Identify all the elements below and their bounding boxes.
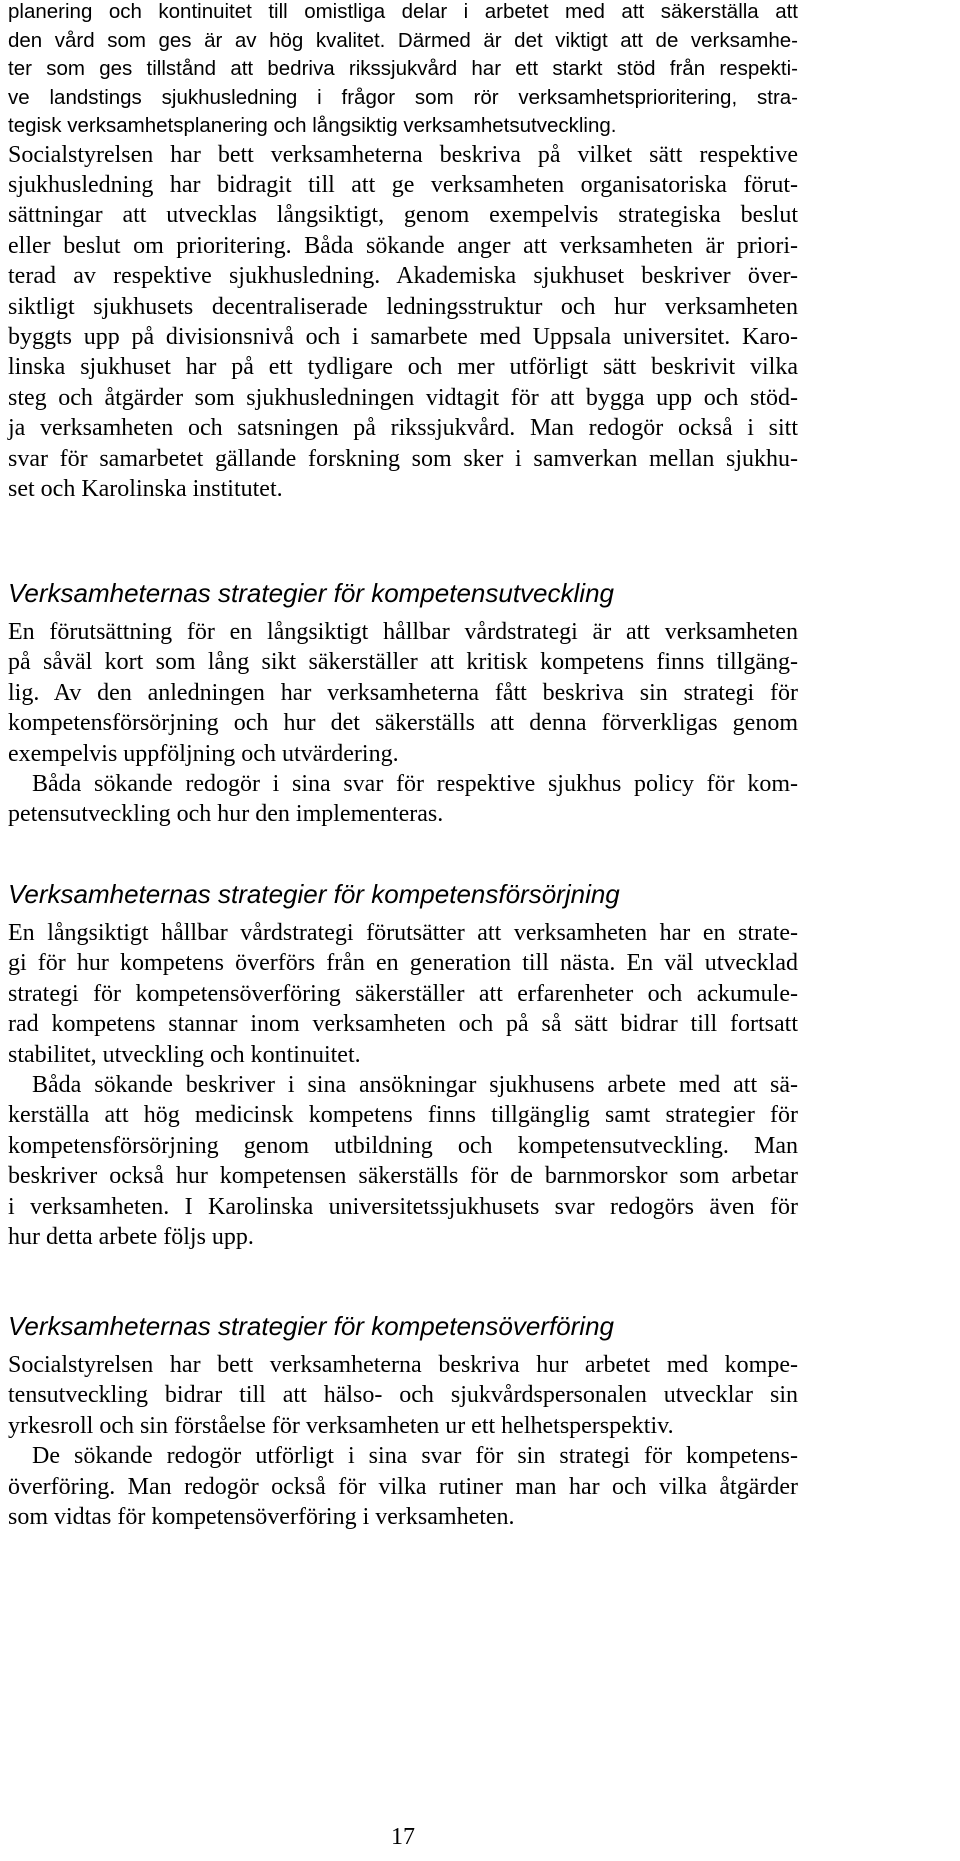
text-line: planering och kontinuitet till omistliga delar i arbetet med att säkerställa att bbox=[8, 0, 798, 23]
section-kompetensoverforing bbox=[8, 1310, 798, 1532]
text-line: Socialstyrelsen har bett verksamheterna beskriva på vilket sätt respektive bbox=[8, 141, 798, 168]
text-line: beskriver också hur kompetensen säkerställs för de barnmorskor som arbetar bbox=[8, 1163, 798, 1190]
text-line: ve landstings sjukhusledning i frågor som rör verksamhetsprioritering, stra- bbox=[8, 85, 798, 109]
paragraph bbox=[8, 1441, 798, 1532]
paragraph bbox=[8, 918, 798, 1070]
text-line: på såväl kort som lång sikt säkerställer att kritisk kompetens finns tillgäng- bbox=[8, 649, 798, 676]
section-heading: Verksamheternas strategier för kompetensöverföring bbox=[8, 1311, 614, 1341]
text-line: petensutveckling och hur den implementeras. bbox=[8, 801, 444, 828]
text-line: De sökande redogör utförligt i sina svar för sin strategi för kompetens- bbox=[32, 1443, 798, 1470]
text-line: exempelvis uppföljning och utvärdering. bbox=[8, 740, 399, 767]
intro-serif-paragraph bbox=[8, 140, 798, 505]
text-line: Båda sökande redogör i sina svar för respektive sjukhus policy för kom- bbox=[32, 771, 798, 798]
text-line: sättningar att utvecklas långsiktigt, genom exempelvis strategiska beslut bbox=[8, 202, 798, 229]
text-line: lig. Av den anledningen har verksamheterna fått beskriva sin strategi för bbox=[8, 679, 798, 706]
section-kompetensutveckling bbox=[8, 577, 798, 830]
text-line: steg och åtgärder som sjukhusledningen vidtagit för att bygga upp och stöd- bbox=[8, 384, 798, 411]
section-heading: Verksamheternas strategier för kompetensförsörjning bbox=[8, 879, 620, 909]
text-line: som vidtas för kompetensöverföring i verksamheten. bbox=[8, 1504, 515, 1531]
page-number: 17 bbox=[391, 1824, 415, 1850]
text-line: stabilitet, utveckling och kontinuitet. bbox=[8, 1041, 361, 1068]
text-line: överföring. Man redogör också för vilka rutiner man har och vilka åtgärder bbox=[8, 1473, 798, 1500]
paragraph bbox=[8, 617, 798, 769]
paragraph bbox=[8, 1350, 798, 1441]
section-heading: Verksamheternas strategier för kompetensutveckling bbox=[8, 578, 614, 608]
text-line: Socialstyrelsen har bett verksamheterna beskriva hur arbetet med kompe- bbox=[8, 1352, 798, 1378]
text-line: strategi för kompetensöverföring säkerställer att erfarenheter och ackumule- bbox=[8, 980, 798, 1007]
text-line: den vård som ges är av hög kvalitet. Därmed är det viktigt att de verksamhe- bbox=[8, 28, 798, 52]
text-line: siktligt sjukhusets decentraliserade ledningsstruktur och hur verksamheten bbox=[8, 293, 798, 320]
text-line: En förutsättning för en långsiktigt hållbar vårdstrategi är att verksamheten bbox=[8, 619, 798, 645]
text-line: gi för hur kompetens överförs från en generation till nästa. En väl utvecklad bbox=[8, 950, 798, 977]
text-line: sjukhusledning har bidragit till att ge verksamheten organisatoriska förut- bbox=[8, 171, 798, 198]
paragraph bbox=[8, 1070, 798, 1252]
text-line: terad av respektive sjukhusledning. Akademiska sjukhuset beskriver över- bbox=[8, 263, 798, 290]
text-line: linska sjukhuset har på ett tydligare och mer utförligt sätt beskrivit vilka bbox=[8, 354, 798, 381]
text-line: tegisk verksamhetsplanering och långsiktig verksamhetsutveckling. bbox=[8, 114, 617, 137]
text-line: ja verksamheten och satsningen på rikssjukvård. Man redogör också i sitt bbox=[8, 415, 798, 442]
text-line: i verksamheten. I Karolinska universitetssjukhusets svar redogörs även för bbox=[8, 1193, 798, 1220]
text-line: tensutveckling bidrar till att hälso- och sjukvårdspersonalen utvecklar sin bbox=[8, 1382, 798, 1409]
text-line: rad kompetens stannar inom verksamheten och på så sätt bidrar till fortsatt bbox=[8, 1011, 798, 1038]
text-line: byggts upp på divisionsnivå och i samarbete med Uppsala universitet. Karo- bbox=[8, 323, 798, 350]
text-line: Båda sökande beskriver i sina ansökningar sjukhusens arbete med att sä- bbox=[32, 1072, 798, 1099]
intro-sans-paragraph bbox=[8, 0, 798, 141]
text-line: yrkesroll och sin förståelse för verksamheten ur ett helhetsperspektiv. bbox=[8, 1412, 674, 1439]
text-line: kompetensförsörjning och hur det säkerställs att denna förverkligas genom bbox=[8, 710, 798, 737]
text-line: svar för samarbetet gällande forskning som sker i samverkan mellan sjukhu- bbox=[8, 445, 798, 472]
paragraph bbox=[8, 769, 798, 830]
text-line: set och Karolinska institutet. bbox=[8, 475, 283, 502]
text-line: ter som ges tillstånd att bedriva rikssjukvård har ett starkt stöd från respekti- bbox=[8, 57, 798, 80]
text-line: eller beslut om prioritering. Båda sökande anger att verksamheten är priori- bbox=[8, 232, 798, 259]
text-line: hur detta arbete följs upp. bbox=[8, 1224, 254, 1251]
intro-text bbox=[8, 0, 798, 504]
text-line: En långsiktigt hållbar vårdstrategi förutsätter att verksamheten har en strate- bbox=[8, 920, 798, 946]
text-line: kerställa att hög medicinsk kompetens finns tillgänglig samt strategier för bbox=[8, 1102, 798, 1129]
section-kompetensforsorjning bbox=[8, 878, 798, 1252]
text-line: kompetensförsörjning genom utbildning och kompetensutveckling. Man bbox=[8, 1132, 798, 1159]
